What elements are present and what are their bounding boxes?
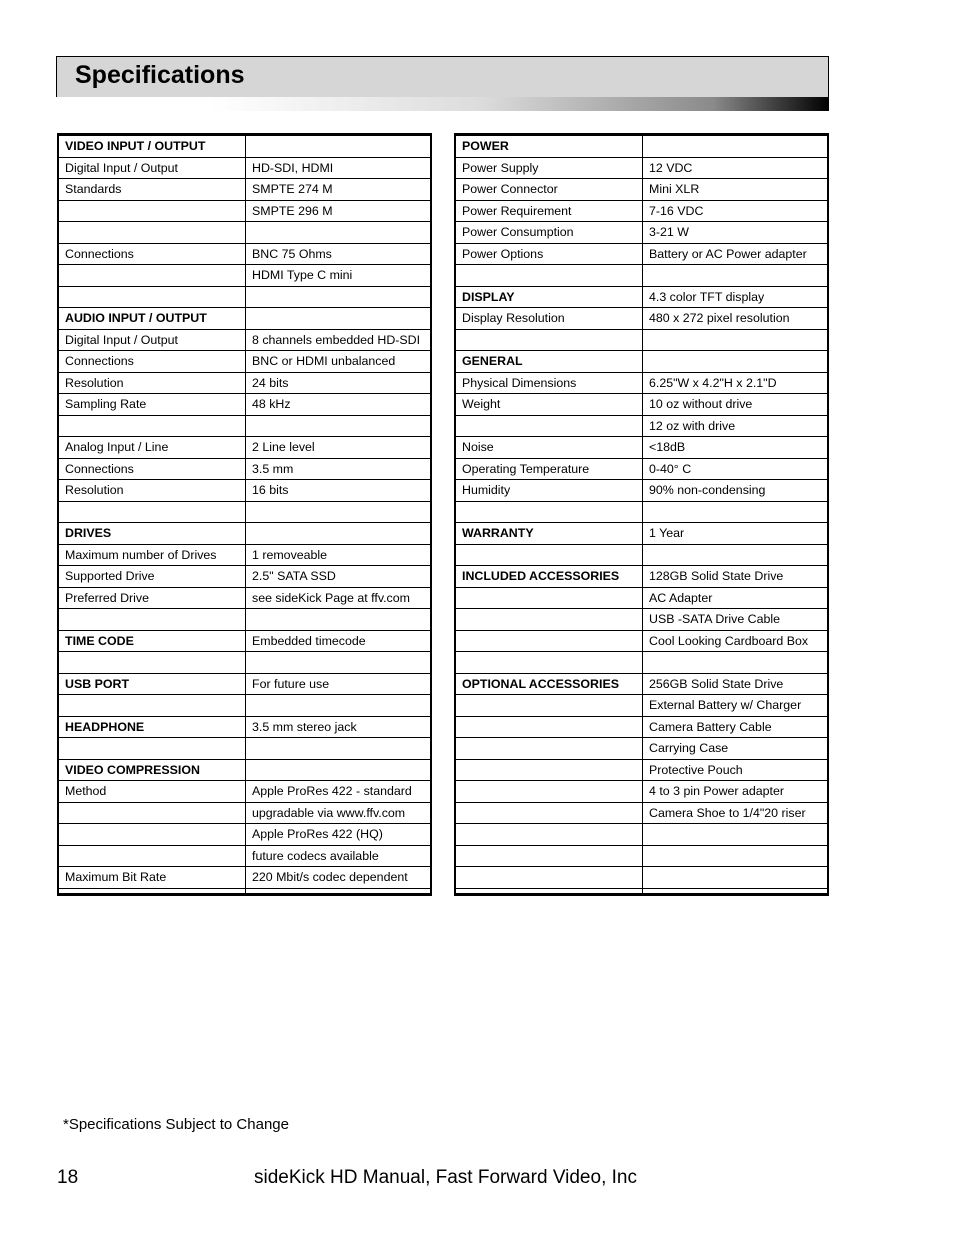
spec-row xyxy=(455,523,828,545)
spec-row xyxy=(58,544,431,566)
spec-label: Power Consumption xyxy=(455,222,643,244)
spec-row xyxy=(58,695,431,717)
spec-row xyxy=(455,437,828,459)
spec-value: <18dB xyxy=(643,437,829,459)
spec-label xyxy=(455,845,643,867)
right-spec-table xyxy=(454,133,829,896)
spec-value: 10 oz without drive xyxy=(643,394,829,416)
spec-value xyxy=(246,652,432,674)
spec-label xyxy=(455,544,643,566)
spec-row xyxy=(455,200,828,222)
spec-row xyxy=(455,179,828,201)
spec-label xyxy=(455,329,643,351)
specs-note: *Specifications Subject to Change xyxy=(63,1116,289,1133)
spec-value xyxy=(643,824,829,846)
spec-row xyxy=(58,437,431,459)
spec-label xyxy=(58,845,246,867)
spec-label xyxy=(455,781,643,803)
spec-label xyxy=(455,738,643,760)
spec-value xyxy=(643,135,829,158)
spec-value xyxy=(643,501,829,523)
spec-value: 4 to 3 pin Power adapter xyxy=(643,781,829,803)
spec-row xyxy=(455,501,828,523)
spec-label xyxy=(455,265,643,287)
spec-row xyxy=(455,265,828,287)
spec-value: 48 kHz xyxy=(246,394,432,416)
spec-value: 256GB Solid State Drive xyxy=(643,673,829,695)
spec-row xyxy=(58,867,431,889)
spec-label xyxy=(58,802,246,824)
spec-label xyxy=(58,738,246,760)
spec-label xyxy=(455,609,643,631)
spec-value: AC Adapter xyxy=(643,587,829,609)
spec-value xyxy=(246,286,432,308)
spec-label xyxy=(58,265,246,287)
spec-row xyxy=(58,609,431,631)
spec-row xyxy=(58,329,431,351)
footer-title: sideKick HD Manual, Fast Forward Video, Inc xyxy=(254,1167,637,1188)
spec-row xyxy=(455,351,828,373)
spec-label: HEADPHONE xyxy=(58,716,246,738)
spec-value xyxy=(246,609,432,631)
gradient-bar xyxy=(56,97,829,111)
spec-row xyxy=(58,458,431,480)
spec-label: Digital Input / Output xyxy=(58,157,246,179)
spec-value: 220 Mbit/s codec dependent xyxy=(246,867,432,889)
spec-value: Battery or AC Power adapter xyxy=(643,243,829,265)
spec-row xyxy=(455,308,828,330)
spec-label: WARRANTY xyxy=(455,523,643,545)
spec-row xyxy=(455,845,828,867)
spec-label: Preferred Drive xyxy=(58,587,246,609)
spec-value xyxy=(643,652,829,674)
spec-label: Physical Dimensions xyxy=(455,372,643,394)
spec-row xyxy=(58,308,431,330)
spec-label: VIDEO COMPRESSION xyxy=(58,759,246,781)
spec-label: Digital Input / Output xyxy=(58,329,246,351)
spec-row xyxy=(58,587,431,609)
spec-value xyxy=(246,738,432,760)
spec-value xyxy=(246,501,432,523)
spec-value: Camera Shoe to 1/4"20 riser xyxy=(643,802,829,824)
spec-label: DRIVES xyxy=(58,523,246,545)
spec-label xyxy=(58,222,246,244)
spec-row xyxy=(58,351,431,373)
spec-value xyxy=(246,415,432,437)
spec-row xyxy=(58,480,431,502)
spec-row xyxy=(455,480,828,502)
spec-row xyxy=(58,222,431,244)
spec-value: 90% non-condensing xyxy=(643,480,829,502)
spec-label xyxy=(455,501,643,523)
spec-label xyxy=(455,630,643,652)
table-end-row xyxy=(455,888,828,894)
spec-row xyxy=(58,286,431,308)
spec-label: Connections xyxy=(58,243,246,265)
spec-label: GENERAL xyxy=(455,351,643,373)
spec-row xyxy=(455,867,828,889)
spec-label: Maximum number of Drives xyxy=(58,544,246,566)
spec-value: BNC or HDMI unbalanced xyxy=(246,351,432,373)
spec-row xyxy=(455,802,828,824)
spec-value: Protective Pouch xyxy=(643,759,829,781)
spec-value: 24 bits xyxy=(246,372,432,394)
spec-row xyxy=(455,394,828,416)
spec-label xyxy=(455,716,643,738)
spec-value: BNC 75 Ohms xyxy=(246,243,432,265)
spec-row xyxy=(58,523,431,545)
spec-label xyxy=(455,587,643,609)
spec-row xyxy=(58,200,431,222)
spec-label: Power Supply xyxy=(455,157,643,179)
spec-label xyxy=(58,415,246,437)
spec-label: Connections xyxy=(58,458,246,480)
spec-row xyxy=(455,415,828,437)
spec-label: INCLUDED ACCESSORIES xyxy=(455,566,643,588)
spec-row xyxy=(58,781,431,803)
spec-label xyxy=(455,695,643,717)
spec-label: POWER xyxy=(455,135,643,158)
spec-row xyxy=(455,587,828,609)
spec-row xyxy=(58,135,431,158)
spec-row xyxy=(58,673,431,695)
spec-row xyxy=(58,157,431,179)
spec-label: Supported Drive xyxy=(58,566,246,588)
spec-value xyxy=(246,759,432,781)
spec-label xyxy=(455,652,643,674)
spec-row xyxy=(58,415,431,437)
spec-row xyxy=(455,630,828,652)
spec-label: Standards xyxy=(58,179,246,201)
spec-value: External Battery w/ Charger xyxy=(643,695,829,717)
spec-value: see sideKick Page at ffv.com xyxy=(246,587,432,609)
spec-row xyxy=(455,286,828,308)
spec-row xyxy=(455,738,828,760)
spec-label: Method xyxy=(58,781,246,803)
spec-label: Maximum Bit Rate xyxy=(58,867,246,889)
spec-label: Weight xyxy=(455,394,643,416)
spec-label xyxy=(455,415,643,437)
spec-value xyxy=(643,351,829,373)
spec-row xyxy=(455,609,828,631)
spec-label xyxy=(455,867,643,889)
spec-row xyxy=(58,501,431,523)
spec-value xyxy=(643,845,829,867)
spec-label xyxy=(455,824,643,846)
spec-label: Display Resolution xyxy=(455,308,643,330)
spec-value: For future use xyxy=(246,673,432,695)
spec-value: upgradable via www.ffv.com xyxy=(246,802,432,824)
spec-value: 6.25"W x 4.2"H x 2.1"D xyxy=(643,372,829,394)
title-box xyxy=(56,56,829,98)
spec-value: Camera Battery Cable xyxy=(643,716,829,738)
spec-label xyxy=(58,824,246,846)
spec-label xyxy=(58,652,246,674)
spec-row xyxy=(455,759,828,781)
spec-value: 0-40° C xyxy=(643,458,829,480)
spec-row xyxy=(455,781,828,803)
spec-label: TIME CODE xyxy=(58,630,246,652)
spec-row xyxy=(455,135,828,158)
spec-label: Resolution xyxy=(58,480,246,502)
spec-label: VIDEO INPUT / OUTPUT xyxy=(58,135,246,158)
spec-value: 16 bits xyxy=(246,480,432,502)
spec-label: Analog Input / Line xyxy=(58,437,246,459)
spec-label: Operating Temperature xyxy=(455,458,643,480)
spec-value: SMPTE 274 M xyxy=(246,179,432,201)
spec-row xyxy=(455,222,828,244)
spec-label: AUDIO INPUT / OUTPUT xyxy=(58,308,246,330)
spec-label xyxy=(58,200,246,222)
spec-label: Resolution xyxy=(58,372,246,394)
spec-label: OPTIONAL ACCESSORIES xyxy=(455,673,643,695)
spec-row xyxy=(58,824,431,846)
spec-value xyxy=(643,867,829,889)
spec-row xyxy=(455,695,828,717)
spec-row xyxy=(58,243,431,265)
spec-row xyxy=(455,673,828,695)
page-number: 18 xyxy=(57,1167,79,1188)
spec-row xyxy=(58,738,431,760)
page-title: Specifications xyxy=(75,61,245,89)
spec-value: 1 Year xyxy=(643,523,829,545)
spec-row xyxy=(455,566,828,588)
spec-label xyxy=(455,802,643,824)
spec-row xyxy=(58,630,431,652)
spec-label xyxy=(58,286,246,308)
spec-value: 4.3 color TFT display xyxy=(643,286,829,308)
spec-value xyxy=(643,329,829,351)
spec-value: Embedded timecode xyxy=(246,630,432,652)
spec-value: 128GB Solid State Drive xyxy=(643,566,829,588)
spec-value: HD-SDI, HDMI xyxy=(246,157,432,179)
spec-value: 3-21 W xyxy=(643,222,829,244)
spec-value: 480 x 272 pixel resolution xyxy=(643,308,829,330)
spec-row xyxy=(455,544,828,566)
spec-row xyxy=(58,652,431,674)
spec-label xyxy=(58,501,246,523)
spec-row xyxy=(58,394,431,416)
table-end-row xyxy=(58,888,431,894)
spec-row xyxy=(58,716,431,738)
spec-value: 2 Line level xyxy=(246,437,432,459)
spec-row xyxy=(455,372,828,394)
spec-row xyxy=(58,759,431,781)
spec-label: Power Requirement xyxy=(455,200,643,222)
spec-value: HDMI Type C mini xyxy=(246,265,432,287)
spec-row xyxy=(58,566,431,588)
spec-label: Power Options xyxy=(455,243,643,265)
spec-value: future codecs available xyxy=(246,845,432,867)
spec-value: Mini XLR xyxy=(643,179,829,201)
spec-row xyxy=(455,652,828,674)
spec-value: Cool Looking Cardboard Box xyxy=(643,630,829,652)
spec-value: Carrying Case xyxy=(643,738,829,760)
spec-row xyxy=(455,824,828,846)
spec-label: Connections xyxy=(58,351,246,373)
spec-row xyxy=(455,243,828,265)
spec-value xyxy=(246,222,432,244)
spec-row xyxy=(455,458,828,480)
spec-label xyxy=(58,609,246,631)
spec-row xyxy=(58,802,431,824)
spec-value xyxy=(246,308,432,330)
spec-value: 3.5 mm stereo jack xyxy=(246,716,432,738)
spec-value xyxy=(643,544,829,566)
spec-value xyxy=(246,523,432,545)
spec-label xyxy=(455,759,643,781)
section-header xyxy=(56,56,829,111)
spec-label: Sampling Rate xyxy=(58,394,246,416)
spec-row xyxy=(58,179,431,201)
spec-row xyxy=(58,845,431,867)
spec-value: 12 VDC xyxy=(643,157,829,179)
spec-row xyxy=(58,372,431,394)
spec-value xyxy=(246,695,432,717)
spec-label: Humidity xyxy=(455,480,643,502)
spec-value xyxy=(643,265,829,287)
spec-label: Power Connector xyxy=(455,179,643,201)
spec-label: Noise xyxy=(455,437,643,459)
spec-value: Apple ProRes 422 - standard xyxy=(246,781,432,803)
spec-row xyxy=(455,329,828,351)
spec-value: USB -SATA Drive Cable xyxy=(643,609,829,631)
spec-value: 12 oz with drive xyxy=(643,415,829,437)
spec-label: DISPLAY xyxy=(455,286,643,308)
spec-label: USB PORT xyxy=(58,673,246,695)
spec-label xyxy=(58,695,246,717)
spec-value: 1 removeable xyxy=(246,544,432,566)
spec-value xyxy=(246,135,432,158)
spec-value: Apple ProRes 422 (HQ) xyxy=(246,824,432,846)
spec-value: 8 channels embedded HD-SDI xyxy=(246,329,432,351)
left-spec-table xyxy=(57,133,432,896)
spec-value: 7-16 VDC xyxy=(643,200,829,222)
spec-value: 2.5" SATA SSD xyxy=(246,566,432,588)
spec-value: SMPTE 296 M xyxy=(246,200,432,222)
spec-value: 3.5 mm xyxy=(246,458,432,480)
spec-row xyxy=(58,265,431,287)
spec-row xyxy=(455,157,828,179)
spec-row xyxy=(455,716,828,738)
